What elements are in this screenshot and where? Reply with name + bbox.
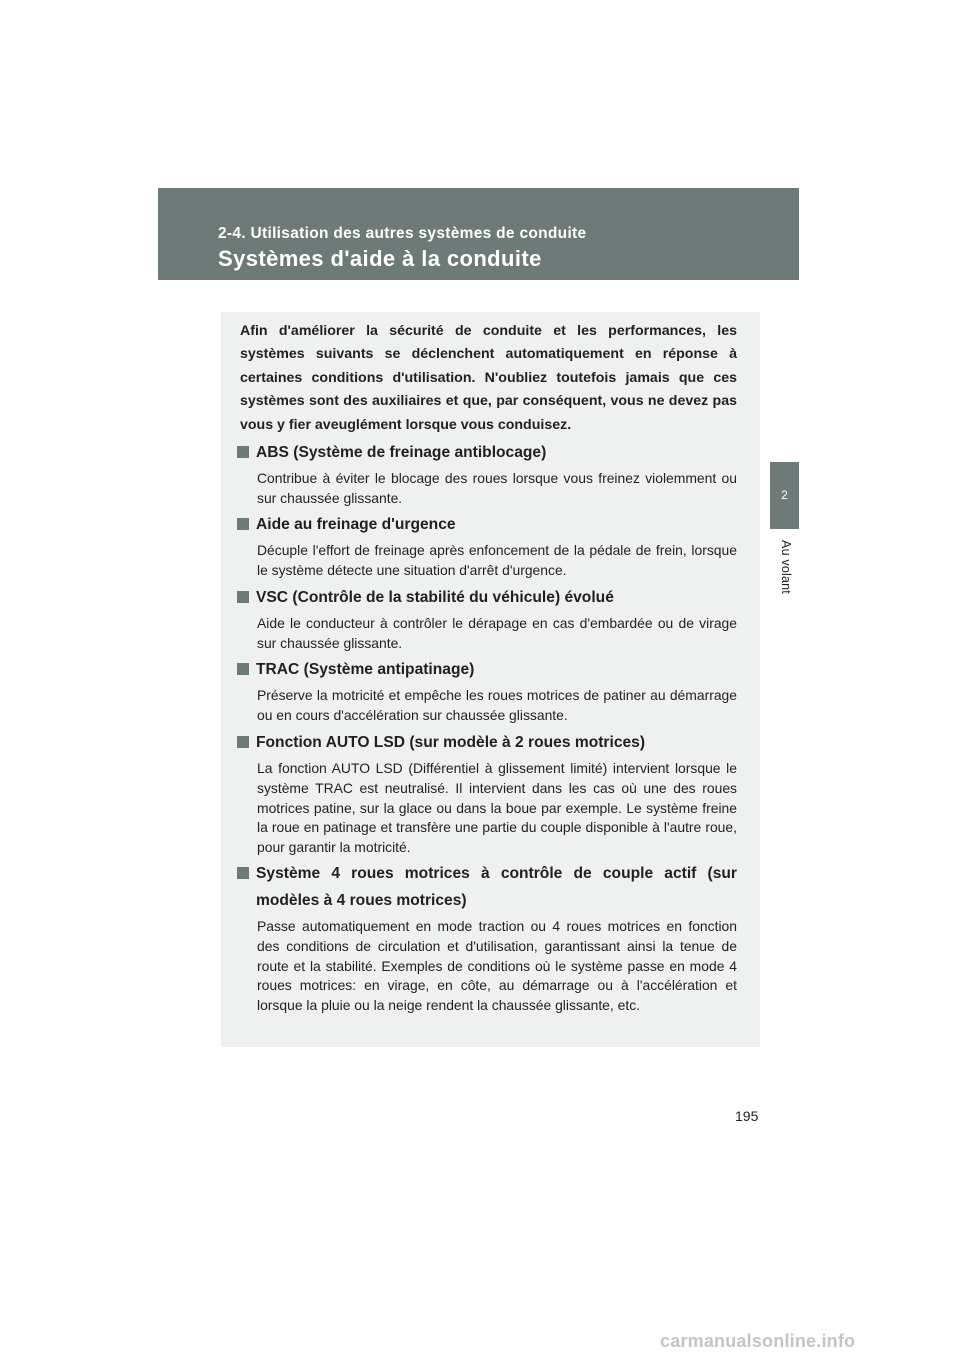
chapter-header [158,188,799,280]
topic-heading [237,729,737,756]
topic-heading [237,656,737,683]
square-bullet-icon [237,591,249,603]
topic-heading-text: Fonction AUTO LSD (sur modèle à 2 roues motrices) [256,734,646,751]
topic-vsc [237,584,737,654]
topic-4wd-active-torque [237,860,737,1016]
content-panel [221,312,760,1047]
topic-auto-lsd [237,729,737,858]
square-bullet-icon [237,663,249,675]
topic-heading-text: Système 4 roues motrices à contrôle de couple actif (sur modèles à 4 roues motrices) [256,865,737,909]
square-bullet-icon [237,446,249,458]
page-title: Systèmes d'aide à la conduite [218,246,542,271]
topic-description: Décuple l'effort de freinage après enfoncement de la pédale de frein, lorsque le système détecte une situation d'arrêt d'urgence. [257,542,737,578]
topic-heading [237,584,737,611]
topic-description: Préserve la motricité et empêche les roues motrices de patiner au démarrage ou en cours d'accélération sur chaussée glissante. [257,687,737,723]
topic-heading-text: ABS (Système de freinage antiblocage) [256,444,547,461]
topic-heading-text: Aide au freinage d'urgence [256,516,456,533]
topic-heading-text: TRAC (Système antipatinage) [256,661,475,678]
topic-heading [237,860,737,914]
topic-description: La fonction AUTO LSD (Différentiel à glissement limité) intervient lorsque le système TRAC est neutralisé. Il intervient dans les cas où une des roues motrices patine, sur la glace ou dans la boue par exemple. Le système freine la roue en patinage et transfère une partie du couple disponible à l'autre roue, pour garantir la motricité. [257,760,737,856]
chapter-tab-number: 2 [781,488,788,502]
intro-paragraph: Afin d'améliorer la sécurité de conduite et les performances, les systèmes suivants se déclenchent automatiquement en réponse à certaines conditions d'utilisation. N'oubliez toutefois jamais que ces systèmes sont des auxiliaires et que, par conséquent, vous ne devez pas vous y fier aveuglément lorsque vous conduisez. [240,323,737,433]
topic-abs [237,439,737,509]
chapter-tab-label: Au volant [779,540,793,594]
topic-description: Aide le conducteur à contrôler le dérapage en cas d'embardée ou de virage sur chaussée glissante. [257,615,737,651]
topic-emergency-brake-assist [237,511,737,581]
topic-trac [237,656,737,726]
watermark: carmanualsonline.info [660,1331,856,1351]
section-label: 2-4. Utilisation des autres systèmes de conduite [218,225,587,242]
topic-description: Contribue à éviter le blocage des roues lorsque vous freinez violemment ou sur chaussée glissante. [257,470,737,506]
topic-heading [237,511,737,538]
square-bullet-icon [237,736,249,748]
square-bullet-icon [237,518,249,530]
topic-heading-text: VSC (Contrôle de la stabilité du véhicule) évolué [256,589,614,606]
square-bullet-icon [237,867,249,879]
topic-heading [237,439,737,466]
page-number: 195 [735,1108,759,1124]
chapter-tab[interactable] [770,462,799,529]
topic-description: Passe automatiquement en mode traction ou 4 roues motrices en fonction des conditions de circulation et d'utilisation, garantissant ainsi la tenue de route et la stabilité. Exemples de conditions où le système passe en mode 4 roues motrices: en virage, en côte, au démarrage ou à l'accélération et lorsque la pluie ou la neige rendent la chaussée glissante, etc. [257,918,737,1014]
